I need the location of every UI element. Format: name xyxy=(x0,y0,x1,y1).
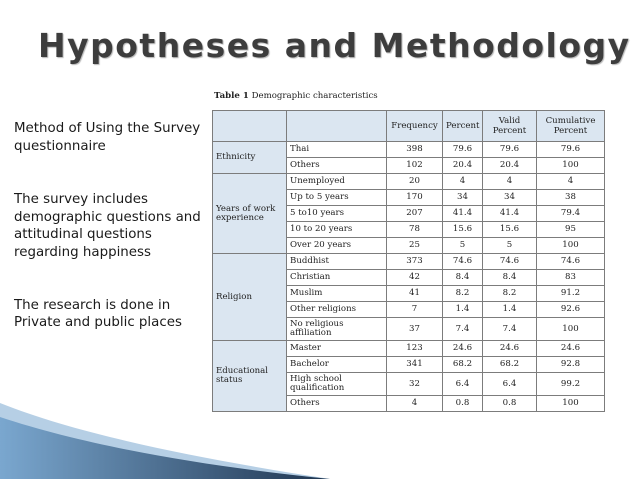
cumulative-percent-cell: 79.4 xyxy=(537,206,605,222)
row-label: Master xyxy=(287,341,387,357)
frequency-cell: 373 xyxy=(387,254,443,270)
valid-percent-cell: 4 xyxy=(483,174,537,190)
research-paragraph: The research is done in Private and public places xyxy=(14,297,182,331)
row-label: Up to 5 years xyxy=(287,190,387,206)
header-cell xyxy=(213,111,287,142)
row-label: Unemployed xyxy=(287,174,387,190)
row-label: Others xyxy=(287,158,387,174)
frequency-cell: 4 xyxy=(387,396,443,412)
percent-cell: 6.4 xyxy=(443,373,483,396)
demographic-table xyxy=(212,110,605,412)
cumulative-percent-cell: 100 xyxy=(537,238,605,254)
header-cell: Frequency xyxy=(387,111,443,142)
percent-cell: 74.6 xyxy=(443,254,483,270)
percent-cell: 5 xyxy=(443,238,483,254)
slide-title: Hypotheses and Methodology xyxy=(38,26,631,65)
header-cell: Valid Percent xyxy=(483,111,537,142)
percent-cell: 20.4 xyxy=(443,158,483,174)
table-header-row xyxy=(213,111,605,142)
frequency-cell: 37 xyxy=(387,318,443,341)
row-label: Bachelor xyxy=(287,357,387,373)
frequency-cell: 207 xyxy=(387,206,443,222)
row-label: Christian xyxy=(287,270,387,286)
demographic-table-figure xyxy=(212,87,604,412)
decorative-swoosh xyxy=(0,395,330,479)
valid-percent-cell: 8.2 xyxy=(483,286,537,302)
cumulative-percent-cell: 100 xyxy=(537,158,605,174)
valid-percent-cell: 7.4 xyxy=(483,318,537,341)
method-paragraph: Method of Using the Survey questionnaire xyxy=(14,121,201,154)
row-label: No religious affiliation xyxy=(287,318,387,341)
frequency-cell: 341 xyxy=(387,357,443,373)
row-label: Over 20 years xyxy=(287,238,387,254)
cumulative-percent-cell: 74.6 xyxy=(537,254,605,270)
row-label: Other religions xyxy=(287,302,387,318)
frequency-cell: 32 xyxy=(387,373,443,396)
frequency-cell: 42 xyxy=(387,270,443,286)
cumulative-percent-cell: 83 xyxy=(537,270,605,286)
percent-cell: 68.2 xyxy=(443,357,483,373)
survey-paragraph: The survey includes demographic questions and attitudinal questions regarding happiness xyxy=(14,192,201,260)
valid-percent-cell: 34 xyxy=(483,190,537,206)
frequency-cell: 20 xyxy=(387,174,443,190)
valid-percent-cell: 68.2 xyxy=(483,357,537,373)
group-label: Religion xyxy=(213,254,287,341)
valid-percent-cell: 6.4 xyxy=(483,373,537,396)
row-label: Muslim xyxy=(287,286,387,302)
table-caption xyxy=(214,87,604,110)
row-label: Buddhist xyxy=(287,254,387,270)
cumulative-percent-cell: 99.2 xyxy=(537,373,605,396)
group-label: Educational status xyxy=(213,341,287,412)
frequency-cell: 41 xyxy=(387,286,443,302)
valid-percent-cell: 41.4 xyxy=(483,206,537,222)
header-cell: Percent xyxy=(443,111,483,142)
frequency-cell: 7 xyxy=(387,302,443,318)
frequency-cell: 102 xyxy=(387,158,443,174)
cumulative-percent-cell: 100 xyxy=(537,396,605,412)
percent-cell: 8.4 xyxy=(443,270,483,286)
cumulative-percent-cell: 38 xyxy=(537,190,605,206)
row-label: 10 to 20 years xyxy=(287,222,387,238)
percent-cell: 8.2 xyxy=(443,286,483,302)
header-cell xyxy=(287,111,387,142)
frequency-cell: 25 xyxy=(387,238,443,254)
valid-percent-cell: 24.6 xyxy=(483,341,537,357)
cumulative-percent-cell: 24.6 xyxy=(537,341,605,357)
frequency-cell: 78 xyxy=(387,222,443,238)
group-label: Ethnicity xyxy=(213,142,287,174)
table-row xyxy=(213,142,605,158)
row-label: High school qualification xyxy=(287,373,387,396)
frequency-cell: 123 xyxy=(387,341,443,357)
valid-percent-cell: 20.4 xyxy=(483,158,537,174)
percent-cell: 1.4 xyxy=(443,302,483,318)
frequency-cell: 398 xyxy=(387,142,443,158)
table-row xyxy=(213,341,605,357)
valid-percent-cell: 15.6 xyxy=(483,222,537,238)
cumulative-percent-cell: 91.2 xyxy=(537,286,605,302)
percent-cell: 24.6 xyxy=(443,341,483,357)
percent-cell: 41.4 xyxy=(443,206,483,222)
cumulative-percent-cell: 100 xyxy=(537,318,605,341)
row-label: Others xyxy=(287,396,387,412)
cumulative-percent-cell: 92.8 xyxy=(537,357,605,373)
valid-percent-cell: 8.4 xyxy=(483,270,537,286)
row-label: Thai xyxy=(287,142,387,158)
group-label: Years of work experience xyxy=(213,174,287,254)
cumulative-percent-cell: 4 xyxy=(537,174,605,190)
table-caption-label: Table 1 xyxy=(214,91,249,101)
percent-cell: 34 xyxy=(443,190,483,206)
percent-cell: 0.8 xyxy=(443,396,483,412)
table-caption-text: Demographic characteristics xyxy=(248,91,378,101)
percent-cell: 7.4 xyxy=(443,318,483,341)
cumulative-percent-cell: 95 xyxy=(537,222,605,238)
valid-percent-cell: 5 xyxy=(483,238,537,254)
table-body xyxy=(213,142,605,412)
valid-percent-cell: 1.4 xyxy=(483,302,537,318)
valid-percent-cell: 0.8 xyxy=(483,396,537,412)
table-row xyxy=(213,174,605,190)
percent-cell: 4 xyxy=(443,174,483,190)
frequency-cell: 170 xyxy=(387,190,443,206)
valid-percent-cell: 79.6 xyxy=(483,142,537,158)
cumulative-percent-cell: 79.6 xyxy=(537,142,605,158)
table-row xyxy=(213,254,605,270)
percent-cell: 15.6 xyxy=(443,222,483,238)
valid-percent-cell: 74.6 xyxy=(483,254,537,270)
header-cell: Cumulative Percent xyxy=(537,111,605,142)
row-label: 5 to10 years xyxy=(287,206,387,222)
methodology-text xyxy=(14,120,214,332)
cumulative-percent-cell: 92.6 xyxy=(537,302,605,318)
percent-cell: 79.6 xyxy=(443,142,483,158)
